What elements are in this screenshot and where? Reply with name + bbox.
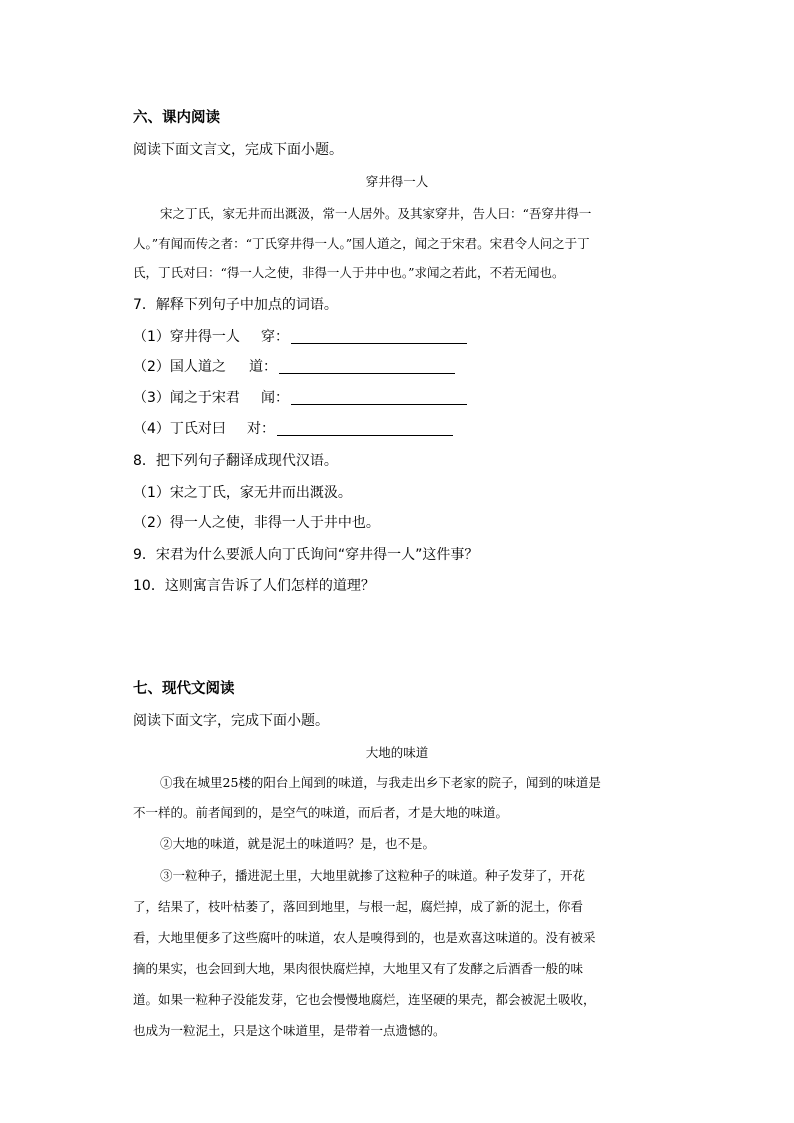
question-7-item <box>133 358 455 376</box>
question-8-item: （2）得一人之使，非得一人于井中也。 <box>133 515 380 531</box>
item-word: 闻： <box>261 390 289 406</box>
passage-line: 也成为一粒泥土，只是这个味道里，是带着一点遗憾的。 <box>133 1023 446 1038</box>
passage-line: 了，结果了，枝叶枯萎了，落回到地里，与根一起，腐烂掉，成了新的泥土，你看 <box>133 899 584 914</box>
section-heading-6: 六、课内阅读 <box>133 110 220 126</box>
item-word: 道： <box>249 359 277 375</box>
item-phrase: （3）闻之于宋君 <box>133 390 240 406</box>
item-word: 穿： <box>261 329 289 345</box>
question-8-stem: 8．把下列句子翻译成现代汉语。 <box>133 453 338 469</box>
question-8-item: （1）宋之丁氏，家无井而出溉汲。 <box>133 485 352 501</box>
passage-title-7: 大地的味道 <box>365 745 429 760</box>
passage-line: 宋之丁氏，家无井而出溉汲，常一人居外。及其家穿井，告人曰：“吾穿井得一 <box>160 206 592 221</box>
passage-line: ②大地的味道，就是泥土的味道吗？是，也不是。 <box>160 836 436 851</box>
passage-line: 摘的果实，也会回到大地，果肉很快腐烂掉，大地里又有了发酵之后酒香一般的味 <box>133 961 584 976</box>
passage-line: ③一粒种子，播进泥土里，大地里就掺了这粒种子的味道。种子发芽了，开花 <box>160 868 586 883</box>
passage-line: ①我在城里25楼的阳台上闻到的味道，与我走出乡下老家的院子，闻到的味道是 <box>160 775 601 790</box>
section-intro-7: 阅读下面文字，完成下面小题。 <box>133 713 329 729</box>
passage-line: 不一样的。前者闻到的，是空气的味道，而后者，才是大地的味道。 <box>133 805 509 820</box>
question-7-item <box>133 420 453 438</box>
passage-line: 人。”有闻而传之者：“丁氏穿井得一人。”国人道之，闻之于宋君。宋君令人问之于丁 <box>133 236 590 251</box>
section-heading-7: 七、现代文阅读 <box>133 681 235 697</box>
answer-blank[interactable] <box>291 390 467 405</box>
question-7-stem: 7．解释下列句子中加点的词语。 <box>133 297 338 313</box>
question-10: 10．这则寓言告诉了人们怎样的道理？ <box>133 578 375 594</box>
section-intro-6: 阅读下面文言文，完成下面小题。 <box>133 142 343 158</box>
item-word: 对： <box>247 421 275 437</box>
answer-blank[interactable] <box>291 329 467 344</box>
item-phrase: （4）丁氏对曰 <box>133 421 226 437</box>
answer-blank[interactable] <box>277 421 453 436</box>
question-7-item <box>133 389 467 407</box>
question-7-item <box>133 328 467 346</box>
item-phrase: （1）穿井得一人 <box>133 329 240 345</box>
passage-line: 看，大地里便多了这些腐叶的味道，农人是嗅得到的，也是欢喜这味道的。没有被采 <box>133 930 596 945</box>
answer-blank[interactable] <box>279 359 455 374</box>
item-phrase: （2）国人道之 <box>133 359 226 375</box>
passage-title-6: 穿井得一人 <box>365 174 429 189</box>
question-9: 9．宋君为什么要派人向丁氏询问“穿井得一人”这件事？ <box>133 547 479 563</box>
passage-line: 氏，丁氏对曰：“得一人之使，非得一人于井中也。”求闻之若此，不若无闻也。 <box>133 265 565 280</box>
passage-line: 道。如果一粒种子没能发芽，它也会慢慢地腐烂，连坚硬的果壳，都会被泥土吸收， <box>133 992 596 1007</box>
